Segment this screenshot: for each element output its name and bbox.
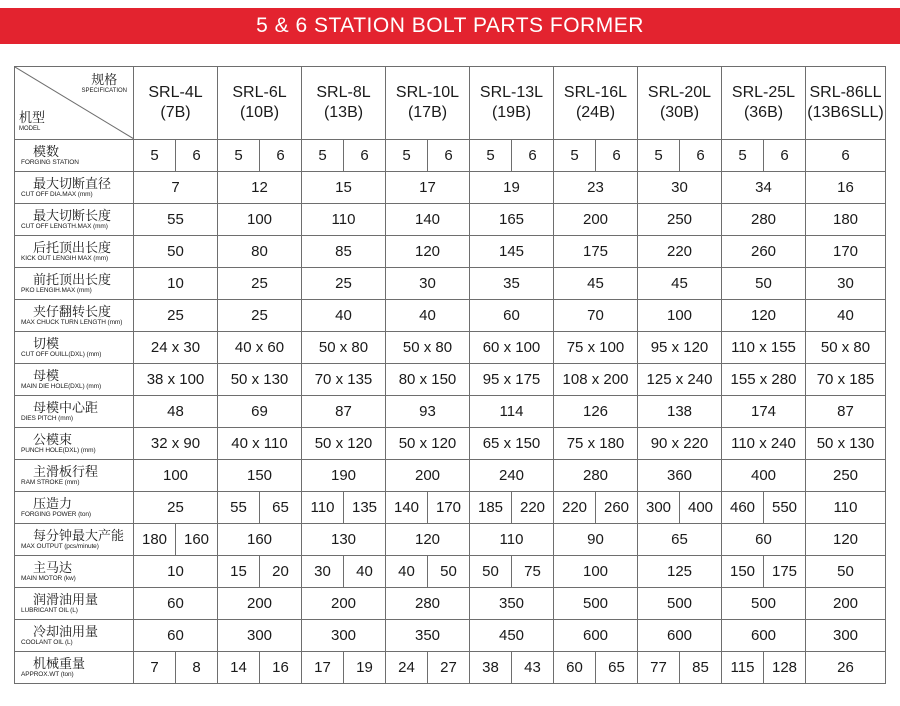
spec-row bbox=[15, 172, 886, 204]
model-name: SRL-16L bbox=[563, 84, 628, 101]
row-label-cn: 公模束 bbox=[33, 432, 73, 447]
spec-row bbox=[15, 204, 886, 236]
model-code: (36B) bbox=[743, 104, 784, 121]
spec-value: 15 bbox=[218, 556, 260, 588]
spec-value: 40 bbox=[344, 556, 386, 588]
spec-value: 180 bbox=[806, 204, 886, 236]
row-label bbox=[15, 172, 134, 204]
spec-value: 220 bbox=[638, 236, 722, 268]
spec-value: 65 bbox=[260, 492, 302, 524]
model-name: SRL-20L bbox=[647, 84, 712, 101]
spec-value: 60 x 100 bbox=[470, 332, 554, 364]
spec-value: 87 bbox=[302, 396, 386, 428]
spec-value: 6 bbox=[680, 140, 722, 172]
spec-value: 300 bbox=[302, 620, 386, 652]
spec-value: 6 bbox=[344, 140, 386, 172]
spec-row bbox=[15, 268, 886, 300]
spec-value: 350 bbox=[470, 588, 554, 620]
row-label-cn: 主滑板行程 bbox=[33, 464, 99, 479]
spec-value: 240 bbox=[470, 460, 554, 492]
spec-value: 93 bbox=[386, 396, 470, 428]
spec-value: 19 bbox=[470, 172, 554, 204]
row-label bbox=[15, 332, 134, 364]
spec-value: 600 bbox=[722, 620, 806, 652]
model-header-row bbox=[15, 67, 886, 140]
spec-value: 70 x 185 bbox=[806, 364, 886, 396]
row-label bbox=[15, 396, 134, 428]
spec-value: 110 bbox=[302, 204, 386, 236]
spec-value: 165 bbox=[470, 204, 554, 236]
spec-value: 50 bbox=[470, 556, 512, 588]
spec-value: 7 bbox=[134, 172, 218, 204]
spec-value: 5 bbox=[302, 140, 344, 172]
row-label-en: RAM STROKE (mm) bbox=[21, 479, 80, 486]
spec-value: 280 bbox=[554, 460, 638, 492]
row-label-en: DIES PITCH (mm) bbox=[21, 415, 73, 422]
row-label-cn: 切模 bbox=[33, 336, 60, 351]
spec-value: 77 bbox=[638, 652, 680, 684]
spec-value: 110 bbox=[470, 524, 554, 556]
model-name: SRL-13L bbox=[479, 84, 544, 101]
model-code: (7B) bbox=[160, 104, 191, 121]
spec-value: 43 bbox=[512, 652, 554, 684]
spec-value: 220 bbox=[512, 492, 554, 524]
spec-row bbox=[15, 428, 886, 460]
spec-value: 138 bbox=[638, 396, 722, 428]
spec-row bbox=[15, 620, 886, 652]
model-header bbox=[386, 67, 470, 140]
spec-row bbox=[15, 364, 886, 396]
spec-value: 125 x 240 bbox=[638, 364, 722, 396]
model-label bbox=[19, 111, 45, 133]
spec-value: 5 bbox=[470, 140, 512, 172]
spec-value: 170 bbox=[806, 236, 886, 268]
spec-row bbox=[15, 460, 886, 492]
spec-value: 17 bbox=[386, 172, 470, 204]
spec-value: 175 bbox=[764, 556, 806, 588]
model-code: (13B) bbox=[323, 104, 364, 121]
spec-value: 128 bbox=[764, 652, 806, 684]
row-label-cn: 最大切断直径 bbox=[33, 176, 112, 191]
spec-value: 600 bbox=[554, 620, 638, 652]
row-label bbox=[15, 492, 134, 524]
spec-value: 200 bbox=[806, 588, 886, 620]
spec-value: 60 bbox=[134, 588, 218, 620]
spec-value: 45 bbox=[554, 268, 638, 300]
spec-value: 120 bbox=[806, 524, 886, 556]
model-header bbox=[302, 67, 386, 140]
model-header bbox=[554, 67, 638, 140]
spec-value: 85 bbox=[680, 652, 722, 684]
spec-value: 5 bbox=[554, 140, 596, 172]
spec-value: 50 x 80 bbox=[302, 332, 386, 364]
spec-value: 6 bbox=[512, 140, 554, 172]
spec-value: 260 bbox=[722, 236, 806, 268]
spec-value: 14 bbox=[218, 652, 260, 684]
spec-value: 24 x 30 bbox=[134, 332, 218, 364]
spec-value: 50 x 120 bbox=[386, 428, 470, 460]
spec-row bbox=[15, 492, 886, 524]
spec-value: 95 x 175 bbox=[470, 364, 554, 396]
row-label bbox=[15, 524, 134, 556]
spec-value: 5 bbox=[722, 140, 764, 172]
row-label-en: CUT OFF DIA.MAX (mm) bbox=[21, 191, 93, 198]
spec-value: 114 bbox=[470, 396, 554, 428]
spec-row bbox=[15, 396, 886, 428]
row-label-cn: 母模 bbox=[33, 368, 60, 383]
row-label-en: KICK OUT LENGIH MAX (mm) bbox=[21, 255, 109, 262]
model-code: (24B) bbox=[575, 104, 616, 121]
corner-header bbox=[15, 67, 134, 140]
spec-value: 250 bbox=[638, 204, 722, 236]
spec-value: 65 x 150 bbox=[470, 428, 554, 460]
row-label-cn: 每分钟最大产能 bbox=[33, 528, 125, 543]
spec-value: 50 bbox=[806, 556, 886, 588]
row-label bbox=[15, 460, 134, 492]
row-label-cn: 模数 bbox=[33, 144, 60, 159]
spec-value: 400 bbox=[722, 460, 806, 492]
spec-value: 75 x 100 bbox=[554, 332, 638, 364]
spec-label-en: SPECIFICATION bbox=[81, 88, 127, 94]
spec-value: 260 bbox=[596, 492, 638, 524]
model-code: (10B) bbox=[239, 104, 280, 121]
spec-value: 300 bbox=[806, 620, 886, 652]
model-code: (19B) bbox=[491, 104, 532, 121]
spec-value: 5 bbox=[134, 140, 176, 172]
spec-row bbox=[15, 588, 886, 620]
row-label-en: FORGING POWER (ton) bbox=[21, 511, 91, 518]
spec-value: 12 bbox=[218, 172, 302, 204]
row-label bbox=[15, 620, 134, 652]
spec-value: 25 bbox=[218, 300, 302, 332]
spec-value: 34 bbox=[722, 172, 806, 204]
spec-value: 100 bbox=[554, 556, 638, 588]
spec-value: 65 bbox=[638, 524, 722, 556]
spec-value: 110 bbox=[806, 492, 886, 524]
row-label bbox=[15, 300, 134, 332]
row-label bbox=[15, 428, 134, 460]
spec-value: 200 bbox=[302, 588, 386, 620]
spec-value: 25 bbox=[134, 300, 218, 332]
spec-value: 145 bbox=[470, 236, 554, 268]
model-name: SRL-8L bbox=[316, 84, 371, 101]
row-label-cn: 机械重量 bbox=[33, 656, 86, 671]
spec-value: 50 bbox=[428, 556, 470, 588]
spec-value: 30 bbox=[302, 556, 344, 588]
model-name: SRL-4L bbox=[148, 84, 203, 101]
spec-value: 70 bbox=[554, 300, 638, 332]
spec-value: 80 bbox=[218, 236, 302, 268]
spec-value: 6 bbox=[764, 140, 806, 172]
spec-value: 50 bbox=[722, 268, 806, 300]
spec-value: 140 bbox=[386, 204, 470, 236]
page-title: 5 & 6 STATION BOLT PARTS FORMER bbox=[256, 14, 644, 37]
spec-value: 30 bbox=[806, 268, 886, 300]
spec-row bbox=[15, 300, 886, 332]
spec-value: 38 bbox=[470, 652, 512, 684]
spec-value: 150 bbox=[218, 460, 302, 492]
spec-value: 10 bbox=[134, 556, 218, 588]
spec-value: 120 bbox=[386, 524, 470, 556]
spec-value: 50 x 80 bbox=[386, 332, 470, 364]
spec-value: 75 x 180 bbox=[554, 428, 638, 460]
spec-value: 200 bbox=[218, 588, 302, 620]
spec-value: 180 bbox=[134, 524, 176, 556]
row-label-cn: 冷却油用量 bbox=[33, 624, 99, 639]
row-label-cn: 润滑油用量 bbox=[33, 592, 99, 607]
spec-value: 16 bbox=[260, 652, 302, 684]
spec-value: 23 bbox=[554, 172, 638, 204]
spec-value: 126 bbox=[554, 396, 638, 428]
spec-value: 75 bbox=[512, 556, 554, 588]
model-header bbox=[470, 67, 554, 140]
row-label bbox=[15, 236, 134, 268]
spec-value: 6 bbox=[260, 140, 302, 172]
spec-value: 130 bbox=[302, 524, 386, 556]
spec-value: 25 bbox=[302, 268, 386, 300]
spec-label-cn: 规格 bbox=[91, 72, 118, 87]
spec-value: 300 bbox=[218, 620, 302, 652]
row-label bbox=[15, 140, 134, 172]
spec-value: 300 bbox=[638, 492, 680, 524]
spec-value: 26 bbox=[806, 652, 886, 684]
spec-row bbox=[15, 140, 886, 172]
spec-value: 50 x 120 bbox=[302, 428, 386, 460]
spec-value: 35 bbox=[470, 268, 554, 300]
spec-value: 50 bbox=[134, 236, 218, 268]
row-label-en: MAX CHUCK TURN LENGTH (mm) bbox=[21, 319, 123, 326]
spec-value: 460 bbox=[722, 492, 764, 524]
spec-value: 400 bbox=[680, 492, 722, 524]
spec-value: 115 bbox=[722, 652, 764, 684]
row-label-en: PUNCH HOLE(DXL) (mm) bbox=[21, 447, 96, 454]
spec-value: 100 bbox=[134, 460, 218, 492]
spec-value: 65 bbox=[596, 652, 638, 684]
spec-value: 40 bbox=[386, 556, 428, 588]
spec-value: 190 bbox=[302, 460, 386, 492]
row-label bbox=[15, 652, 134, 684]
spec-value: 250 bbox=[806, 460, 886, 492]
spec-value: 30 bbox=[638, 172, 722, 204]
spec-value: 108 x 200 bbox=[554, 364, 638, 396]
spec-value: 110 bbox=[302, 492, 344, 524]
spec-value: 160 bbox=[176, 524, 218, 556]
spec-value: 150 bbox=[722, 556, 764, 588]
row-label-cn: 夹仔翻转长度 bbox=[33, 304, 112, 319]
spec-value: 80 x 150 bbox=[386, 364, 470, 396]
row-label-en: MAX OUTPUT (pcs/minute) bbox=[21, 543, 99, 550]
spec-value: 120 bbox=[386, 236, 470, 268]
spec-row bbox=[15, 652, 886, 684]
spec-value: 20 bbox=[260, 556, 302, 588]
spec-value: 38 x 100 bbox=[134, 364, 218, 396]
spec-value: 30 bbox=[386, 268, 470, 300]
model-name: SRL-6L bbox=[232, 84, 287, 101]
row-label-en: CUT OFF OUILL(DXL) (mm) bbox=[21, 351, 102, 358]
spec-value: 40 bbox=[806, 300, 886, 332]
spec-value: 15 bbox=[302, 172, 386, 204]
spec-value: 280 bbox=[386, 588, 470, 620]
row-label-cn: 压造力 bbox=[33, 496, 73, 511]
spec-value: 110 x 240 bbox=[722, 428, 806, 460]
spec-value: 40 x 60 bbox=[218, 332, 302, 364]
row-label bbox=[15, 268, 134, 300]
row-label-en: CUT OFF LENGTH.MAX (mm) bbox=[21, 223, 108, 230]
model-code: (17B) bbox=[407, 104, 448, 121]
spec-value: 10 bbox=[134, 268, 218, 300]
spec-value: 100 bbox=[638, 300, 722, 332]
spec-value: 85 bbox=[302, 236, 386, 268]
row-label-en: APPROX.WT (ton) bbox=[21, 671, 74, 678]
spec-value: 6 bbox=[176, 140, 218, 172]
spec-value: 50 x 130 bbox=[218, 364, 302, 396]
model-name: SRL-25L bbox=[731, 84, 796, 101]
model-header bbox=[638, 67, 722, 140]
row-label-cn: 主马达 bbox=[33, 560, 73, 575]
spec-value: 32 x 90 bbox=[134, 428, 218, 460]
spec-value: 60 bbox=[554, 652, 596, 684]
spec-value: 200 bbox=[386, 460, 470, 492]
spec-value: 87 bbox=[806, 396, 886, 428]
spec-value: 6 bbox=[806, 140, 886, 172]
spec-value: 100 bbox=[218, 204, 302, 236]
spec-value: 550 bbox=[764, 492, 806, 524]
model-label-cn: 机型 bbox=[19, 110, 46, 125]
spec-row bbox=[15, 332, 886, 364]
spec-label bbox=[81, 73, 127, 95]
spec-value: 170 bbox=[428, 492, 470, 524]
spec-value: 600 bbox=[638, 620, 722, 652]
spec-value: 200 bbox=[554, 204, 638, 236]
spec-value: 50 x 80 bbox=[806, 332, 886, 364]
spec-value: 8 bbox=[176, 652, 218, 684]
spec-value: 19 bbox=[344, 652, 386, 684]
spec-value: 60 bbox=[470, 300, 554, 332]
model-name: SRL-10L bbox=[395, 84, 460, 101]
model-code: (30B) bbox=[659, 104, 700, 121]
spec-value: 6 bbox=[596, 140, 638, 172]
spec-value: 45 bbox=[638, 268, 722, 300]
spec-value: 90 x 220 bbox=[638, 428, 722, 460]
spec-value: 16 bbox=[806, 172, 886, 204]
spec-value: 450 bbox=[470, 620, 554, 652]
spec-row bbox=[15, 524, 886, 556]
model-header bbox=[806, 67, 886, 140]
spec-value: 40 bbox=[302, 300, 386, 332]
row-label-en: LUBRICANT OIL (L) bbox=[21, 607, 78, 614]
spec-value: 40 x 110 bbox=[218, 428, 302, 460]
spec-value: 55 bbox=[134, 204, 218, 236]
spec-value: 50 x 130 bbox=[806, 428, 886, 460]
model-label-en: MODEL bbox=[19, 126, 41, 132]
row-label-en: FORGING STATION bbox=[21, 159, 79, 166]
spec-value: 175 bbox=[554, 236, 638, 268]
model-header bbox=[134, 67, 218, 140]
row-label-en: PKO LENGIH.MAX (mm) bbox=[21, 287, 92, 294]
spec-value: 280 bbox=[722, 204, 806, 236]
spec-value: 125 bbox=[638, 556, 722, 588]
spec-value: 160 bbox=[218, 524, 302, 556]
spec-value: 360 bbox=[638, 460, 722, 492]
row-label-en: MAIN MOTOR (kw) bbox=[21, 575, 76, 582]
spec-value: 120 bbox=[722, 300, 806, 332]
spec-table bbox=[14, 66, 886, 684]
spec-value: 140 bbox=[386, 492, 428, 524]
title-banner bbox=[0, 8, 900, 44]
row-label bbox=[15, 556, 134, 588]
spec-value: 70 x 135 bbox=[302, 364, 386, 396]
spec-value: 155 x 280 bbox=[722, 364, 806, 396]
spec-value: 6 bbox=[428, 140, 470, 172]
spec-value: 5 bbox=[638, 140, 680, 172]
spec-value: 174 bbox=[722, 396, 806, 428]
spec-value: 185 bbox=[470, 492, 512, 524]
spec-value: 48 bbox=[134, 396, 218, 428]
spec-row bbox=[15, 236, 886, 268]
row-label-en: MAIN DIE HOLE(DXL) (mm) bbox=[21, 383, 102, 390]
spec-value: 40 bbox=[386, 300, 470, 332]
spec-value: 60 bbox=[134, 620, 218, 652]
row-label-cn: 母模中心距 bbox=[33, 400, 99, 415]
row-label bbox=[15, 588, 134, 620]
spec-value: 60 bbox=[722, 524, 806, 556]
row-label-cn: 前托顶出长度 bbox=[33, 272, 112, 287]
spec-value: 25 bbox=[134, 492, 218, 524]
spec-value: 5 bbox=[386, 140, 428, 172]
spec-value: 500 bbox=[722, 588, 806, 620]
spec-value: 135 bbox=[344, 492, 386, 524]
spec-value: 69 bbox=[218, 396, 302, 428]
spec-value: 5 bbox=[218, 140, 260, 172]
spec-value: 220 bbox=[554, 492, 596, 524]
row-label-en: COOLANT OIL (L) bbox=[21, 639, 73, 646]
row-label bbox=[15, 204, 134, 236]
spec-value: 95 x 120 bbox=[638, 332, 722, 364]
model-header bbox=[218, 67, 302, 140]
spec-value: 24 bbox=[386, 652, 428, 684]
spec-value: 350 bbox=[386, 620, 470, 652]
spec-value: 7 bbox=[134, 652, 176, 684]
spec-value: 27 bbox=[428, 652, 470, 684]
model-name: SRL-86LL bbox=[809, 84, 882, 101]
spec-row bbox=[15, 556, 886, 588]
spec-value: 110 x 155 bbox=[722, 332, 806, 364]
spec-value: 500 bbox=[638, 588, 722, 620]
spec-value: 25 bbox=[218, 268, 302, 300]
spec-value: 90 bbox=[554, 524, 638, 556]
spec-value: 17 bbox=[302, 652, 344, 684]
row-label bbox=[15, 364, 134, 396]
row-label-cn: 最大切断长度 bbox=[33, 208, 112, 223]
model-header bbox=[722, 67, 806, 140]
row-label-cn: 后托顶出长度 bbox=[33, 240, 112, 255]
spec-value: 500 bbox=[554, 588, 638, 620]
spec-value: 55 bbox=[218, 492, 260, 524]
model-code: (13B6SLL) bbox=[807, 104, 884, 121]
